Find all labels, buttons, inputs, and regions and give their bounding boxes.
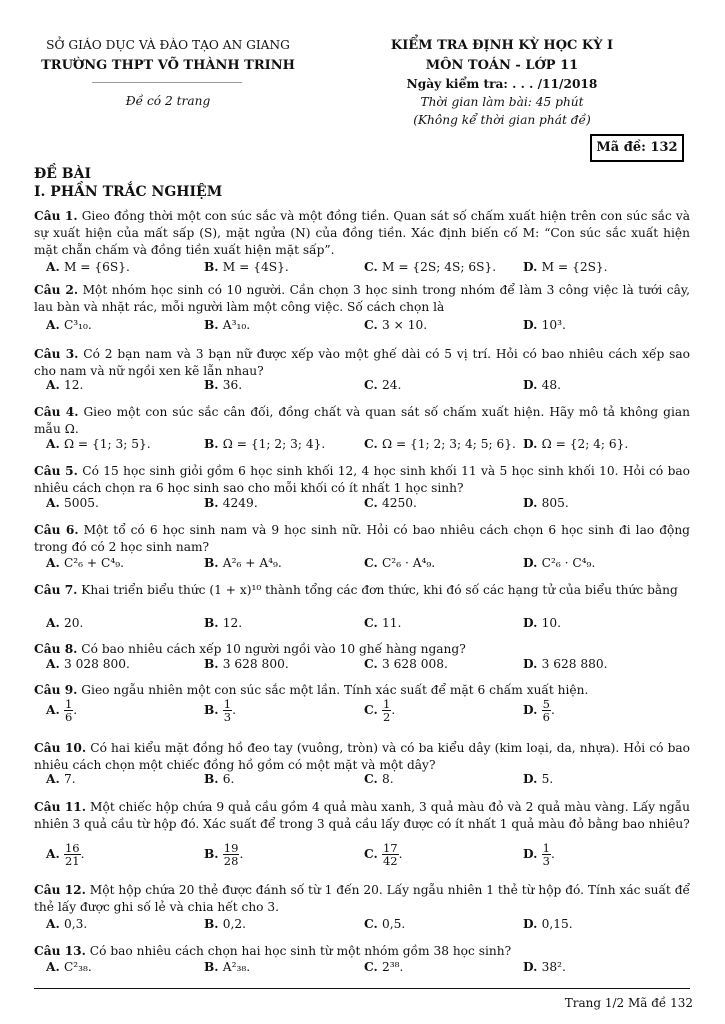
option-key: D. bbox=[523, 917, 542, 931]
option-text: 3 028 800. bbox=[63, 657, 130, 671]
question-10 bbox=[34, 740, 690, 774]
school-name: TRƯỜNG THPT VÕ THÀNH TRINH bbox=[41, 58, 295, 73]
fraction-denominator: 3 bbox=[223, 710, 232, 724]
answer-option-a[interactable] bbox=[46, 657, 130, 671]
option-text: C²₆ + C⁴₉. bbox=[63, 556, 124, 570]
question-text: Có 2 bạn nam và 3 bạn nữ được xếp vào một ghế dài có 5 vị trí. Hỏi có bao nhiêu cách xếp sao cho nam và nữ ngồi xen kẽ lẫn nhau? bbox=[34, 347, 690, 378]
option-key: D. bbox=[523, 847, 542, 861]
answer-option-c[interactable] bbox=[364, 772, 394, 786]
option-text: 0,2. bbox=[222, 917, 247, 931]
option-key: C. bbox=[364, 960, 382, 974]
fraction-numerator: 17 bbox=[382, 841, 398, 855]
answer-option-a[interactable] bbox=[46, 437, 151, 451]
option-key: C. bbox=[364, 657, 382, 671]
option-text: 7. bbox=[63, 772, 76, 786]
answer-option-d[interactable] bbox=[523, 772, 553, 786]
option-text: 10. bbox=[541, 616, 562, 630]
option-key: A. bbox=[46, 616, 64, 630]
fraction-numerator: 1 bbox=[382, 697, 391, 711]
option-key: A. bbox=[46, 960, 64, 974]
answer-option-b[interactable] bbox=[204, 437, 325, 451]
option-text: M = {2S; 4S; 6S}. bbox=[381, 260, 497, 274]
question-label: Câu 10. bbox=[34, 741, 87, 755]
option-key: D. bbox=[523, 616, 542, 630]
option-text: 0,3. bbox=[63, 917, 88, 931]
question-text: Gieo một con súc sắc cân đối, đồng chất và quan sát số chấm xuất hiện. Hãy mô tả không gian mẫu Ω. bbox=[34, 405, 690, 436]
option-key: B. bbox=[204, 917, 223, 931]
question-label: Câu 9. bbox=[34, 683, 78, 697]
question-8 bbox=[34, 641, 690, 658]
answer-option-a[interactable]: A. $\frac{16}{21}$ . bbox=[46, 841, 85, 868]
answer-option-b[interactable]: B. $\frac{19}{28}$ . bbox=[204, 841, 244, 868]
option-key: A. bbox=[46, 657, 64, 671]
footer-divider bbox=[34, 988, 690, 989]
answer-option-b[interactable] bbox=[204, 378, 242, 392]
option-text: C²₆ · C⁴₉. bbox=[541, 556, 596, 570]
answer-option-b[interactable] bbox=[204, 960, 250, 974]
answer-option-c[interactable] bbox=[364, 496, 417, 510]
option-text: 3 628 800. bbox=[222, 657, 289, 671]
answer-option-c[interactable]: C. $\frac{1}{2}$ . bbox=[364, 697, 396, 724]
option-key: D. bbox=[523, 378, 542, 392]
fraction-numerator: 16 bbox=[64, 841, 80, 855]
question-text: Có bao nhiêu cách chọn hai học sinh từ một nhóm gồm 38 học sinh? bbox=[85, 944, 512, 958]
answer-option-d[interactable] bbox=[523, 260, 608, 274]
option-key: A. bbox=[46, 556, 64, 570]
option-key: D. bbox=[523, 657, 542, 671]
option-text: Ω = {2; 4; 6}. bbox=[541, 437, 629, 451]
answer-option-b[interactable] bbox=[204, 917, 246, 931]
exam-title: KIỂM TRA ĐỊNH KỲ HỌC KỲ I bbox=[390, 38, 614, 53]
option-text: C³₁₀. bbox=[63, 318, 92, 332]
option-key: C. bbox=[364, 260, 382, 274]
option-key: A. bbox=[46, 917, 64, 931]
option-key: A. bbox=[46, 703, 64, 717]
question-text: Có bao nhiêu cách xếp 10 người ngồi vào 10 ghế hàng ngang? bbox=[77, 642, 466, 656]
answer-option-d[interactable] bbox=[523, 378, 561, 392]
answer-option-a[interactable]: A. $\frac{1}{6}$ . bbox=[46, 697, 78, 724]
option-text: 6. bbox=[222, 772, 235, 786]
answer-option-d[interactable]: D. $\frac{1}{3}$ . bbox=[523, 841, 555, 868]
fraction bbox=[542, 842, 551, 867]
answer-option-a[interactable] bbox=[46, 260, 130, 274]
question-4 bbox=[34, 404, 690, 438]
exam-date: Ngày kiểm tra: . . . /11/2018 bbox=[406, 77, 598, 91]
answer-options bbox=[46, 960, 706, 978]
option-text: 11. bbox=[381, 616, 402, 630]
option-key: C. bbox=[364, 556, 382, 570]
option-text: 24. bbox=[381, 378, 402, 392]
answer-options bbox=[46, 772, 706, 790]
option-key: A. bbox=[46, 378, 64, 392]
fraction-numerator: 1 bbox=[223, 697, 232, 711]
question-9 bbox=[34, 682, 690, 699]
duration-note: (Không kể thời gian phát đề) bbox=[413, 113, 591, 127]
question-text: Khai triển biểu thức (1 + x)¹⁰ thành tổng các đơn thức, khi đó số các hạng tử của biểu thức bằng bbox=[77, 583, 678, 597]
option-text: Ω = {1; 2; 3; 4}. bbox=[222, 437, 326, 451]
question-label: Câu 7. bbox=[34, 583, 78, 597]
option-key: B. bbox=[204, 703, 223, 717]
answer-option-c[interactable] bbox=[364, 437, 516, 451]
question-text: Một nhóm học sinh có 10 người. Cần chọn 3 học sinh trong nhóm để làm 3 công việc là tưới cây, lau bàn và nhặt rác, mỗi người làm một công việc. Số cách chọn là bbox=[34, 283, 690, 314]
answer-option-c[interactable]: C. $\frac{17}{42}$ . bbox=[364, 841, 403, 868]
section-title: ĐỀ BÀI bbox=[34, 166, 92, 182]
answer-options bbox=[46, 378, 706, 396]
option-text: 0,5. bbox=[381, 917, 406, 931]
option-text: 3 628 008. bbox=[381, 657, 448, 671]
question-label: Câu 3. bbox=[34, 347, 79, 361]
answer-option-d[interactable] bbox=[523, 318, 566, 332]
answer-option-b[interactable]: B. $\frac{1}{3}$ . bbox=[204, 697, 236, 724]
option-text: C²₃₈. bbox=[63, 960, 92, 974]
answer-options bbox=[46, 841, 706, 868]
answer-option-c[interactable] bbox=[364, 960, 403, 974]
answer-options bbox=[46, 556, 706, 574]
fraction-denominator: 28 bbox=[223, 854, 239, 868]
option-text: M = {2S}. bbox=[541, 260, 608, 274]
option-key: A. bbox=[46, 437, 64, 451]
answer-options bbox=[46, 917, 706, 935]
answer-option-d[interactable]: D. $\frac{5}{6}$ . bbox=[523, 697, 555, 724]
header-divider bbox=[92, 82, 242, 83]
option-text: 0,15. bbox=[541, 917, 573, 931]
answer-options bbox=[46, 260, 706, 278]
option-text: 20. bbox=[63, 616, 84, 630]
question-label: Câu 11. bbox=[34, 800, 87, 814]
question-text: Có 15 học sinh giỏi gồm 6 học sinh khối 12, 4 học sinh khối 11 và 5 học sinh khối 10. Hỏi có bao nhiêu cách chọn ra 6 học sinh sao cho mỗi khối có ít nhất 1 học sinh? bbox=[34, 464, 690, 495]
option-text: 4249. bbox=[222, 496, 258, 510]
page-footer: Trang 1/2 Mã đề 132 bbox=[564, 996, 693, 1010]
answer-option-a[interactable] bbox=[46, 960, 92, 974]
answer-options bbox=[46, 496, 706, 514]
answer-option-a[interactable] bbox=[46, 378, 83, 392]
option-text: 4250. bbox=[381, 496, 417, 510]
question-label: Câu 13. bbox=[34, 944, 86, 958]
option-key: D. bbox=[523, 496, 542, 510]
question-2 bbox=[34, 282, 690, 316]
answer-option-b[interactable] bbox=[204, 657, 289, 671]
fraction-denominator: 6 bbox=[542, 710, 550, 724]
fraction-numerator: 5 bbox=[542, 697, 550, 711]
option-text: 3 628 880. bbox=[541, 657, 608, 671]
question-5 bbox=[34, 463, 690, 497]
question-6 bbox=[34, 522, 690, 556]
option-key: C. bbox=[364, 772, 382, 786]
exam-code-box: Mã đề: 132 bbox=[590, 134, 684, 162]
option-key: B. bbox=[204, 616, 223, 630]
answer-options bbox=[46, 437, 706, 455]
answer-options bbox=[46, 697, 706, 724]
option-key: D. bbox=[523, 960, 542, 974]
question-text: Có hai kiểu mặt đồng hồ đeo tay (vuông, tròn) và có ba kiểu dây (kim loại, da, nhựa). Hỏi có bao nhiêu cách chọn một chiếc đồng hồ gồm có một mặt và một dây? bbox=[34, 741, 691, 772]
fraction bbox=[382, 698, 391, 723]
option-key: D. bbox=[523, 703, 542, 717]
question-label: Câu 6. bbox=[34, 523, 79, 537]
answer-option-c[interactable] bbox=[364, 657, 448, 671]
question-label: Câu 12. bbox=[34, 883, 86, 897]
answer-option-b[interactable] bbox=[204, 616, 242, 630]
fraction bbox=[223, 698, 232, 723]
answer-option-c[interactable] bbox=[364, 378, 401, 392]
option-key: B. bbox=[204, 556, 223, 570]
department-name: SỞ GIÁO DỤC VÀ ĐÀO TẠO AN GIANG bbox=[46, 38, 290, 52]
answer-option-b[interactable] bbox=[204, 556, 282, 570]
option-key: C. bbox=[364, 437, 382, 451]
answer-option-d[interactable] bbox=[523, 917, 573, 931]
exam-duration: Thời gian làm bài: 45 phút bbox=[420, 95, 584, 109]
fraction bbox=[223, 842, 240, 867]
option-key: D. bbox=[523, 556, 542, 570]
question-text: Một hộp chứa 20 thẻ được đánh số từ 1 đến 20. Lấy ngẫu nhiên 1 thẻ từ hộp đó. Tính xác suất để thẻ lấy được ghi số lẻ và chia hết cho 3. bbox=[34, 883, 690, 914]
answer-option-c[interactable] bbox=[364, 260, 496, 274]
answer-option-d[interactable] bbox=[523, 496, 569, 510]
question-1 bbox=[34, 208, 690, 259]
option-key: D. bbox=[523, 772, 542, 786]
option-text: A²₃₈. bbox=[222, 960, 251, 974]
question-label: Câu 5. bbox=[34, 464, 78, 478]
fraction bbox=[64, 842, 81, 867]
part-title: I. PHẦN TRẮC NGHIỆM bbox=[34, 184, 223, 200]
option-text: 12. bbox=[222, 616, 243, 630]
question-text: Một tổ có 6 học sinh nam và 9 học sinh nữ. Hỏi có bao nhiêu cách chọn 6 học sinh đi lao động trong đó có 2 học sinh nam? bbox=[34, 523, 690, 554]
option-key: D. bbox=[523, 260, 542, 274]
option-key: B. bbox=[204, 318, 223, 332]
answer-option-b[interactable] bbox=[204, 318, 250, 332]
answer-options bbox=[46, 657, 706, 675]
option-key: B. bbox=[204, 437, 223, 451]
option-key: B. bbox=[204, 960, 223, 974]
option-text: Ω = {1; 2; 3; 4; 5; 6}. bbox=[381, 437, 516, 451]
answer-option-a[interactable] bbox=[46, 772, 76, 786]
option-key: A. bbox=[46, 772, 64, 786]
answer-option-a[interactable] bbox=[46, 917, 87, 931]
fraction-numerator: 19 bbox=[223, 841, 239, 855]
answer-option-c[interactable] bbox=[364, 616, 401, 630]
page-count-note: Đề có 2 trang bbox=[125, 94, 211, 108]
option-text: 36. bbox=[222, 378, 243, 392]
answer-option-c[interactable] bbox=[364, 917, 405, 931]
option-text: M = {4S}. bbox=[222, 260, 289, 274]
option-key: D. bbox=[523, 437, 542, 451]
question-11 bbox=[34, 799, 690, 833]
option-key: C. bbox=[364, 496, 382, 510]
option-key: C. bbox=[364, 703, 382, 717]
question-label: Câu 1. bbox=[34, 209, 78, 223]
question-7 bbox=[34, 582, 690, 599]
fraction-denominator: 21 bbox=[64, 854, 80, 868]
option-text: 2³⁸. bbox=[381, 960, 404, 974]
answer-option-b[interactable] bbox=[204, 772, 234, 786]
answer-option-a[interactable] bbox=[46, 318, 92, 332]
option-text: M = {6S}. bbox=[63, 260, 130, 274]
option-key: A. bbox=[46, 260, 64, 274]
option-key: C. bbox=[364, 616, 382, 630]
question-text: Một chiếc hộp chứa 9 quả cầu gồm 4 quả màu xanh, 3 quả màu đỏ và 2 quả màu vàng. Lấy ngẫu nhiên 3 quả cầu từ hộp đó. Xác suất để trong 3 quả cầu lấy được có ít nhất 1 quả màu đỏ bằng bao nhiêu? bbox=[34, 800, 691, 831]
option-text: 8. bbox=[381, 772, 394, 786]
option-key: A. bbox=[46, 496, 64, 510]
option-key: C. bbox=[364, 378, 382, 392]
answer-option-c[interactable] bbox=[364, 556, 435, 570]
option-text: 805. bbox=[541, 496, 569, 510]
question-text: Gieo ngẫu nhiên một con súc sắc một lần. Tính xác suất để mặt 6 chấm xuất hiện. bbox=[77, 683, 589, 697]
option-key: A. bbox=[46, 847, 64, 861]
option-text: 48. bbox=[541, 378, 562, 392]
question-label: Câu 2. bbox=[34, 283, 79, 297]
option-key: B. bbox=[204, 847, 223, 861]
question-12 bbox=[34, 882, 690, 916]
subject-title: MÔN TOÁN - LỚP 11 bbox=[425, 58, 579, 73]
option-key: B. bbox=[204, 378, 223, 392]
option-key: B. bbox=[204, 496, 223, 510]
option-key: C. bbox=[364, 318, 382, 332]
option-key: A. bbox=[46, 318, 64, 332]
fraction bbox=[542, 698, 551, 723]
option-key: B. bbox=[204, 772, 223, 786]
fraction bbox=[382, 842, 399, 867]
answer-option-c[interactable] bbox=[364, 318, 427, 332]
question-label: Câu 4. bbox=[34, 405, 79, 419]
answer-option-a[interactable] bbox=[46, 616, 83, 630]
fraction-denominator: 6 bbox=[64, 710, 73, 724]
fraction-numerator: 1 bbox=[64, 697, 73, 711]
answer-option-d[interactable] bbox=[523, 556, 595, 570]
option-text: 12. bbox=[63, 378, 84, 392]
answer-option-d[interactable] bbox=[523, 960, 566, 974]
option-text: 5005. bbox=[63, 496, 99, 510]
question-label: Câu 8. bbox=[34, 642, 78, 656]
fraction-denominator: 2 bbox=[382, 710, 391, 724]
answer-options bbox=[46, 616, 706, 634]
fraction-denominator: 3 bbox=[542, 854, 550, 868]
option-key: C. bbox=[364, 917, 382, 931]
answer-option-a[interactable] bbox=[46, 496, 99, 510]
answer-option-b[interactable] bbox=[204, 260, 289, 274]
option-key: B. bbox=[204, 260, 223, 274]
option-text: 3 × 10. bbox=[381, 318, 428, 332]
option-text: A³₁₀. bbox=[222, 318, 251, 332]
option-key: D. bbox=[523, 318, 542, 332]
answer-option-d[interactable] bbox=[523, 437, 628, 451]
answer-options bbox=[46, 318, 706, 336]
answer-option-d[interactable] bbox=[523, 616, 561, 630]
question-text: Gieo đồng thời một con súc sắc và một đồng tiền. Quan sát số chấm xuất hiện trên con súc sắc và sự xuất hiện của mất sấp (S), mặt ngửa (N) của đồng tiền. Xác định biến cố M: “Con súc sắc xuất hiện mặt chẵn chấm và đồng tiền xuất hiện mặt sấp”. bbox=[34, 209, 690, 257]
option-key: C. bbox=[364, 847, 382, 861]
answer-option-b[interactable] bbox=[204, 496, 258, 510]
option-text: A²₆ + A⁴₉. bbox=[222, 556, 282, 570]
fraction-denominator: 42 bbox=[382, 854, 398, 868]
question-3 bbox=[34, 346, 690, 380]
fraction-numerator: 1 bbox=[542, 841, 550, 855]
option-text: 38². bbox=[541, 960, 566, 974]
option-text: Ω = {1; 3; 5}. bbox=[63, 437, 151, 451]
question-13 bbox=[34, 943, 690, 960]
fraction bbox=[64, 698, 73, 723]
option-text: 5. bbox=[541, 772, 554, 786]
answer-option-d[interactable] bbox=[523, 657, 608, 671]
option-text: 10³. bbox=[541, 318, 566, 332]
option-text: C²₆ · A⁴₉. bbox=[381, 556, 436, 570]
answer-option-a[interactable] bbox=[46, 556, 124, 570]
option-key: B. bbox=[204, 657, 223, 671]
